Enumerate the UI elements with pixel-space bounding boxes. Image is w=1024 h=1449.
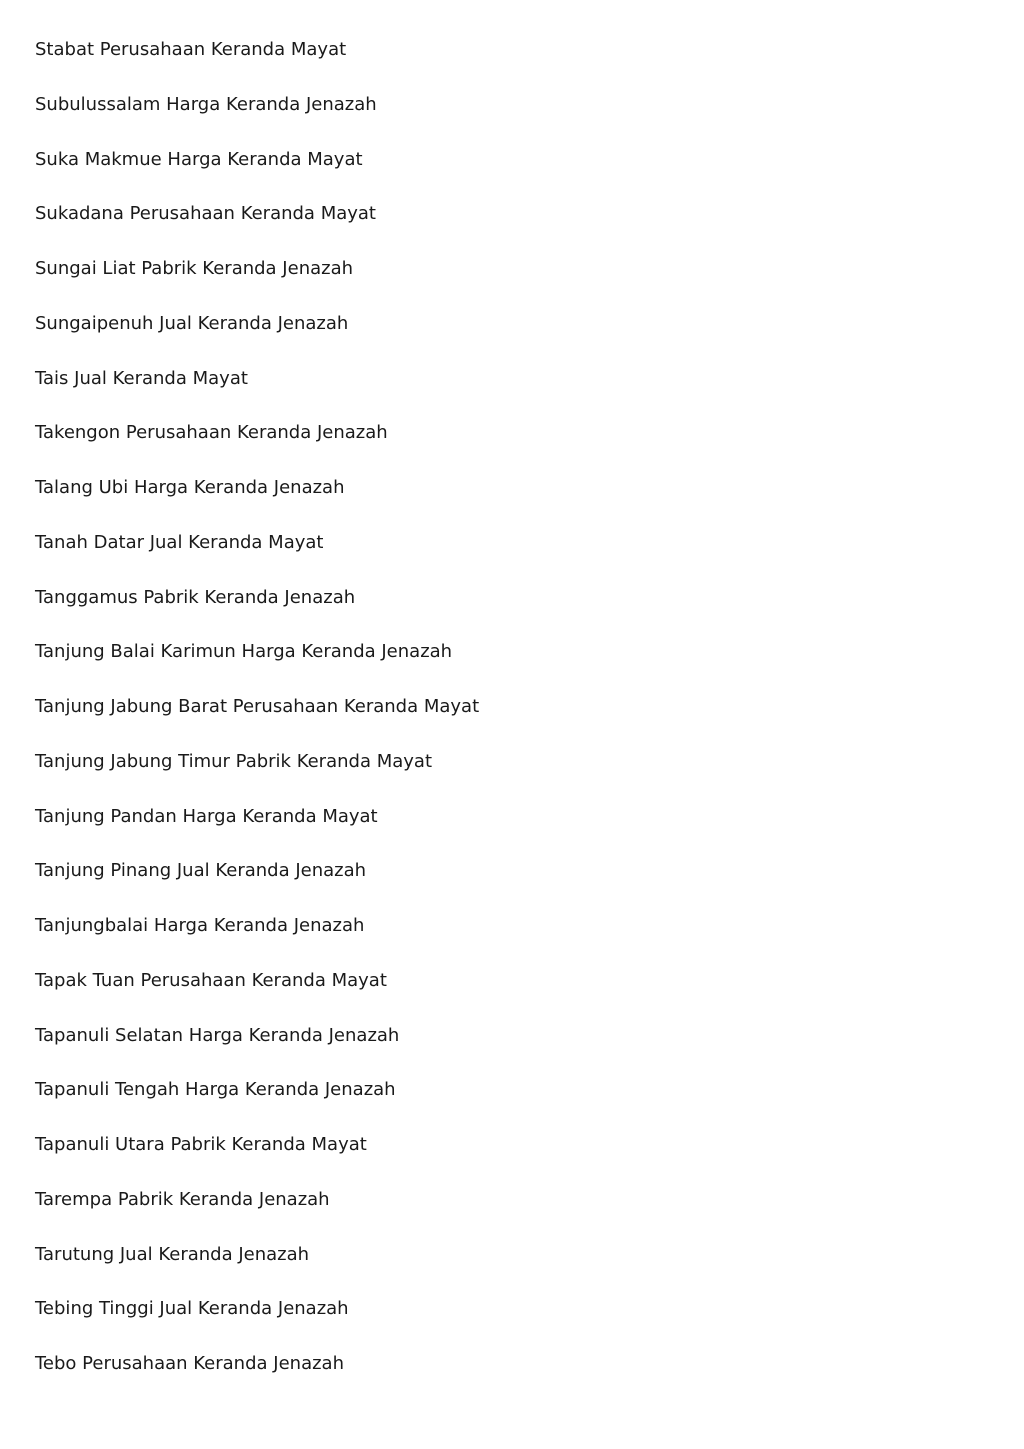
list-item: Tanjung Balai Karimun Harga Keranda Jenazah xyxy=(35,641,453,663)
list-item: Tebing Tinggi Jual Keranda Jenazah xyxy=(35,1298,349,1320)
list-item: Tanjungbalai Harga Keranda Jenazah xyxy=(35,915,365,936)
list-item: Tapanuli Utara Pabrik Keranda Mayat xyxy=(35,1134,367,1155)
list-item: Tapanuli Selatan Harga Keranda Jenazah xyxy=(35,1024,400,1046)
list-item: Takengon Perusahaan Keranda Jenazah xyxy=(35,422,388,444)
list-item: Talang Ubi Harga Keranda Jenazah xyxy=(35,477,345,498)
list-item: Sungai Liat Pabrik Keranda Jenazah xyxy=(35,258,354,279)
keyword-list xyxy=(35,36,479,1405)
list-item: Suka Makmue Harga Keranda Mayat xyxy=(35,148,363,170)
list-item: Tapak Tuan Perusahaan Keranda Mayat xyxy=(35,969,387,991)
list-item: Tebo Perusahaan Keranda Jenazah xyxy=(35,1353,344,1374)
list-item: Tanjung Pandan Harga Keranda Mayat xyxy=(35,805,378,827)
list-item: Sukadana Perusahaan Keranda Mayat xyxy=(35,203,376,225)
list-item: Stabat Perusahaan Keranda Mayat xyxy=(35,39,347,60)
list-item: Tanjung Pinang Jual Keranda Jenazah xyxy=(35,860,367,882)
list-item: Tarutung Jual Keranda Jenazah xyxy=(35,1243,310,1265)
list-item: Tapanuli Tengah Harga Keranda Jenazah xyxy=(35,1079,396,1101)
list-item: Tais Jual Keranda Mayat xyxy=(35,367,248,389)
list-item: Tanggamus Pabrik Keranda Jenazah xyxy=(35,586,356,608)
list-item: Sungaipenuh Jual Keranda Jenazah xyxy=(35,312,349,334)
list-item: Tarempa Pabrik Keranda Jenazah xyxy=(35,1188,330,1210)
list-item: Tanjung Jabung Timur Pabrik Keranda Mayat xyxy=(35,750,433,772)
list-item: Tanah Datar Jual Keranda Mayat xyxy=(35,531,324,553)
list-item: Subulussalam Harga Keranda Jenazah xyxy=(35,93,377,115)
list-item: Tanjung Jabung Barat Perusahaan Keranda Mayat xyxy=(35,696,480,717)
